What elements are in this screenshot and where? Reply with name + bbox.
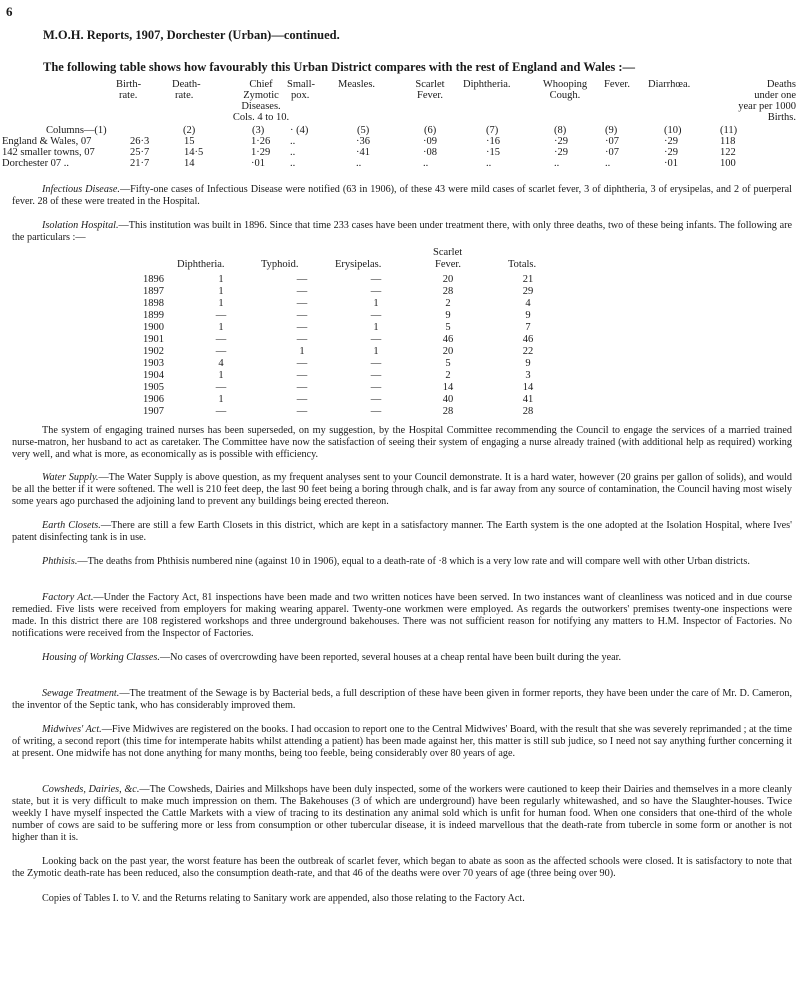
col-header-scarlet-fever: Fever. — [435, 259, 461, 270]
column-number: (7) — [486, 125, 499, 136]
column-number: · (4) — [290, 125, 309, 136]
isolation-table — [143, 246, 707, 417]
comparison-table: Birth- rate. Death- rate. Chief Zymotic Diseases. Cols. 4 to 10. Small- pox. Measles. Scarlet Fever. Diphtheria. Whooping Cough. Fever. Diarrhœa. Deaths under one year per 1000 Births. Columns—(1) (2) (3) · (4) (5) (6) (7) (8) (9) (10) (11) England & Wales, 07 26·3 15 1·26 .. ·36 ·09 ·16 ·29 ·07 ·29 118 142 smaller towns, 07 25·7 14·5 1·29 .. ·41 ·08 ·15 ·29 ·07 ·29 122 Dorchester 07 .. 21·7 14 ·01 .. .. .. .. .. .. ·01 100 — [2, 79, 796, 169]
column-number: (2) — [183, 125, 196, 136]
header-smallpox: Small- pox. — [287, 79, 315, 101]
looking-back-paragraph: Looking back on the past year, the worst feature has been the outbreak of scarlet fever, which began to abate as soon as the affected schools were closed. It is satisfactory to note that the Zymotic death-rate has been reduced, also the consumption death-rate, and that 46 of the deaths were over 70 years of age (three being over 90). — [12, 856, 792, 879]
midwives-act-paragraph: Midwives' Act.—Five Midwives are registered on the books. I had occasion to report one to the Central Midwives' Board, with the result that she was severely reprimanded ; at the time of writing, a second report (this time for intemperate habits whilst attending a patient) has been made against her, this matter is still sub judice, so I need not say anything further concerning it at present. One midwife has not done anything for many months, being too feeble, being considerably over 80 years of age. — [12, 724, 792, 759]
column-number: (11) — [720, 125, 738, 136]
column-number: (8) — [554, 125, 567, 136]
header-birth-rate: Birth- rate. — [116, 79, 142, 101]
table-row: 1904 1 — — 2 3 — [143, 370, 531, 381]
phthisis-paragraph: Phthisis.—The deaths from Phthisis numbered nine (against 10 in 1906), equal to a death-rate of ·8 which is a very low rate and will compare well with other Urban districts. — [42, 556, 750, 567]
col-header-scarlet: Scarlet — [433, 247, 463, 258]
table-row: 1906 1 — — 40 41 — [143, 394, 534, 405]
sewage-treatment-paragraph: Sewage Treatment.—The treatment of the Sewage is by Bacterial beds, a full description of these have been given in former reports, they have been under the care of Mr. D. Cameron, the inventor of the Septic tank, who has considerably improved them. — [12, 688, 792, 711]
table-row: 1901 — — — 46 46 — [143, 334, 534, 345]
header-measles: Measles. — [338, 79, 376, 90]
table-row: 1898 1 — 1 2 4 — [143, 298, 531, 309]
table-row: 1897 1 — — 28 29 — [143, 286, 534, 297]
column-number: (3) — [252, 125, 265, 136]
column-number: (9) — [605, 125, 618, 136]
table-row: 1896 1 — — 20 21 — [143, 274, 534, 285]
header-whooping-cough: Whooping Cough. — [542, 79, 588, 101]
table-row: 1902 — 1 1 20 22 — [143, 346, 534, 357]
nursing-paragraph: The system of engaging trained nurses has been superseded, on my suggestion, by the Hospital Committee recommending the Council to engage the services of a married trained nurse-matron, her husband to act as caretaker. The Committee have now the satisfaction of seeing their system of engaging a nurse already trained (with additional help as required) working very well, and what is more, as economically as is possible with efficiency. — [12, 425, 792, 460]
table-row: 1905 — — — 14 14 — [143, 382, 534, 393]
table-row: 1907 — — — 28 28 — [143, 406, 534, 417]
col-header-typhoid: Typhoid. — [261, 259, 299, 270]
header-fever: Fever. — [604, 79, 630, 90]
factory-act-paragraph: Factory Act.—Under the Factory Act, 81 inspections have been made and two written notices have been served. In two instances want of cleanliness was noticed and in due course remedied. Five lists were received from employers for making wearing apparel. Twenty-one workmen were employed. As regards the outworkers' premises twenty-one inspections were made. In this district there are 108 registered workshops and three underground bakehouses. There was not sufficient reason for notifying any matters to H.M. Inspector of Factories. No notifications were received from the Inspector of Factories. — [12, 592, 793, 639]
header-death-rate: Death- rate. — [172, 79, 201, 101]
header-scarlet-fever: Scarlet Fever. — [415, 79, 445, 101]
column-number: (5) — [357, 125, 370, 136]
row-label: Dorchester 07 .. — [2, 158, 70, 169]
table-row: 1903 4 — — 5 9 — [143, 358, 531, 369]
housing-paragraph: Housing of Working Classes.—No cases of overcrowding have been reported, several houses at a cheap rental have been built during the year. — [42, 652, 622, 663]
col-header-totals: Totals. — [508, 259, 537, 270]
infectious-disease-paragraph: Infectious Disease.—Fifty-one cases of Infectious Disease were notified (63 in 1906), of these 43 were mild cases of scarlet fever, 3 of diphtheria, 3 of erysipelas, and 2 of puerperal fever. 28 of these were treated in the Hospital. — [12, 184, 792, 207]
col-header-diphtheria: Diphtheria. — [177, 259, 225, 270]
header-diphtheria: Diphtheria. — [463, 79, 511, 90]
page-number: 6 — [6, 4, 13, 19]
cowsheds-paragraph: Cowsheds, Dairies, &c.—The Cowsheds, Dairies and Milkshops have been duly inspected, some of the workers were cautioned to keep their Dairies and themselves in a more cleanly state, but it is very difficult to make much impression on them. The Bakehouses (3 of which are underground) have been regularly whitewashed, and so have the Slaughter-houses. Twice weekly I have myself inspected the Cattle Markets with a view of tracing to its destination any animal sold which is unfit for human food. When one considers that one-third of the whole number of cows are said to be suffering more or less from consumption or other tubercular disease, it is indeed marvellous that the death-rate from tubercle in some form or another is not higher than it is. — [12, 784, 792, 843]
isolation-hospital-paragraph: Isolation Hospital.—This institution was built in 1896. Since that time 233 cases have been under treatment there, with only three deaths, two of these being infants. The following are the particulars :— — [12, 220, 792, 243]
columns-label: Columns—(1) — [46, 125, 107, 136]
column-number: (10) — [664, 125, 682, 136]
water-supply-paragraph: Water Supply.—The Water Supply is above question, as my frequent analyses sent to your Council demonstrate. It is a hard water, however (20 grains per gallon of solids), and would be all the better if it were softened. The well is 210 feet deep, the last 90 feet being a boring through chalk, and is far away from any source of contamination, the Council having most wisely some years ago purchased the adjoining land to prevent any buildings being erected thereon. — [12, 472, 792, 507]
column-number: (6) — [424, 125, 437, 136]
row-label: England & Wales, 07 — [2, 136, 92, 147]
row-label: 142 smaller towns, 07 — [2, 147, 95, 158]
col-header-erysipelas: Erysipelas. — [335, 259, 382, 270]
header-diarrhoea: Diarrhœa. — [648, 79, 691, 90]
intro-sentence: The following table shows how favourably this Urban District compares with the rest of England and Wales :— — [43, 60, 636, 74]
table-row: 1900 1 — 1 5 7 — [143, 322, 531, 333]
table-row: 1899 — — — 9 9 — [143, 310, 531, 321]
header-zymotic: Chief Zymotic Diseases. Cols. 4 to 10. — [232, 79, 290, 123]
running-title: M.O.H. Reports, 1907, Dorchester (Urban)—continued. — [43, 28, 340, 42]
header-infant-deaths: Deaths under one year per 1000 Births. — [738, 79, 796, 123]
earth-closets-paragraph: Earth Closets.—There are still a few Earth Closets in this district, which are kept in a satisfactory manner. The Earth system is the one adopted at the Isolation Hospital, where Ives' patent disinfecting tank is in use. — [12, 520, 792, 543]
copies-paragraph: Copies of Tables I. to V. and the Returns relating to Sanitary work are appended, also those relating to the Factory Act. — [42, 893, 525, 904]
